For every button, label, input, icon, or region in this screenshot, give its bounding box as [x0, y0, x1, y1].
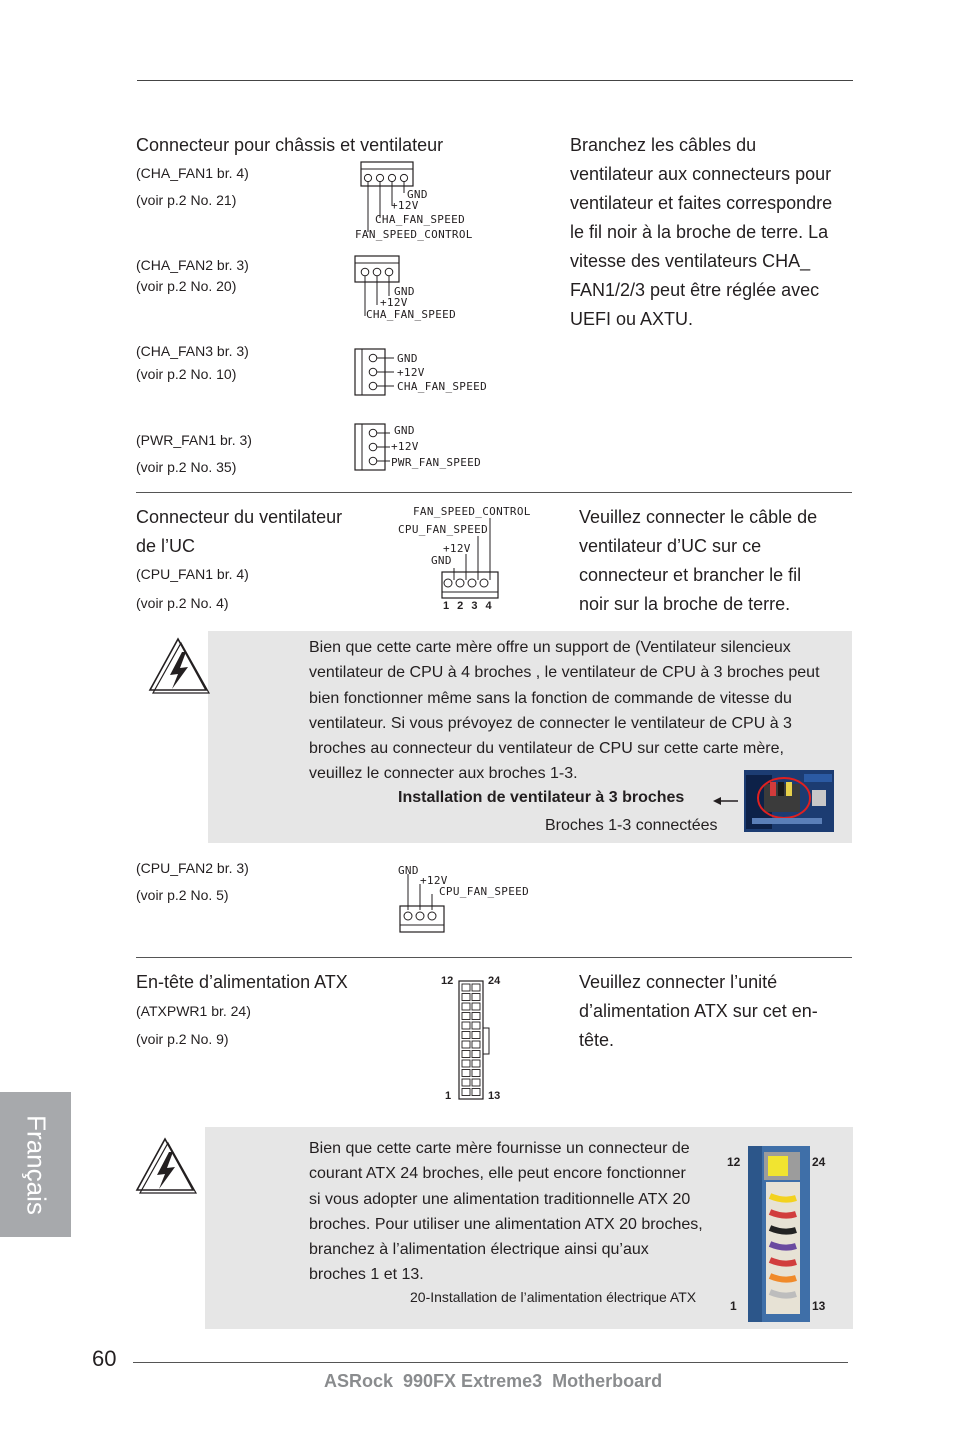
atx-pin — [462, 1003, 470, 1010]
note1-install-caption: Broches 1-3 connectées — [545, 817, 718, 834]
atx-pin — [472, 1032, 480, 1039]
language-side-tab — [0, 1092, 71, 1237]
page-number: 60 — [92, 1346, 117, 1371]
atx-pin — [472, 994, 480, 1001]
cha-fan1-pin-12v: +12V — [391, 199, 419, 212]
atx-pin — [472, 1070, 480, 1077]
cha-fan1-pin-gnd: GND — [407, 188, 428, 201]
cpu-description: Veuillez connecter le câble de ventilateur d’UC sur ce connecteur et brancher le fil noir sur la broche de terre. — [579, 507, 818, 614]
atx-pin — [462, 1079, 470, 1086]
cha-fan2-pin-gnd: GND — [394, 285, 415, 298]
cha-fan2-ref: (voir p.2 No. 20) — [136, 278, 237, 294]
divider-2 — [136, 957, 852, 958]
cha-fan3-pin-12v: +12V — [397, 366, 425, 379]
atx-pin — [462, 1089, 470, 1096]
note2-pin-label-24: 24 — [812, 1155, 826, 1169]
atx-pin — [472, 1060, 480, 1067]
top-rule — [137, 80, 853, 81]
cpu-fan2-pin-12v: +12V — [420, 874, 448, 887]
atx-description: Veuillez connecter l’unité d’alimentation ATX sur cet en- tête. — [579, 972, 818, 1050]
cha-fan1-ref: (voir p.2 No. 21) — [136, 192, 237, 208]
pwr-fan1-pin-speed: PWR_FAN_SPEED — [391, 456, 481, 469]
cha-fan2-pin-speed: CHA_FAN_SPEED — [366, 308, 456, 321]
atx-pin — [472, 1089, 480, 1096]
atx-pin — [472, 1013, 480, 1020]
atx-pin-label-13: 13 — [488, 1090, 501, 1102]
cpu-fan2-pin-speed: CPU_FAN_SPEED — [439, 885, 529, 898]
arrow-left-icon — [712, 795, 740, 807]
cha-fan3-pin-speed: CHA_FAN_SPEED — [397, 380, 487, 393]
pwr-fan1-id: (PWR_FAN1 br. 3) — [136, 432, 252, 448]
footer-rule — [133, 1362, 848, 1363]
pwr-fan1-pin-12v: +12V — [391, 440, 419, 453]
pwr-fan1-pin-gnd: GND — [394, 424, 415, 437]
atx-pin — [462, 1041, 470, 1048]
atx-pin — [462, 1013, 470, 1020]
atx-pin — [462, 1022, 470, 1029]
cha-fan2-id: (CHA_FAN2 br. 3) — [136, 257, 249, 273]
footer-product: ASRock 990FX Extreme3 Motherboard — [324, 1371, 663, 1391]
cha-fan1-pin-control: FAN_SPEED_CONTROL — [355, 228, 473, 241]
cpu-fan1-pin-numbers: 1 2 3 4 — [443, 600, 495, 612]
note1-install-title: Installation de ventilateur à 3 broches — [398, 789, 685, 806]
note2-caption: 20-Installation de l’alimentation électrique ATX — [410, 1289, 697, 1305]
atx-pin — [472, 1051, 480, 1058]
cpu-fan2-id: (CPU_FAN2 br. 3) — [136, 860, 249, 876]
atx-pin — [472, 1079, 480, 1086]
atx-pin-label-12: 12 — [441, 975, 454, 987]
cha-fan3-ref: (voir p.2 No. 10) — [136, 366, 237, 382]
cpu-fan1-pin-control: FAN_SPEED_CONTROL — [413, 505, 531, 518]
cha-fan3-id: (CHA_FAN3 br. 3) — [136, 343, 249, 359]
fan-install-photo — [744, 770, 834, 832]
atx-title: En-tête d’alimentation ATX — [136, 972, 348, 992]
chassis-title: Connecteur pour châssis et ventilateur — [136, 135, 444, 155]
atx-pin — [462, 984, 470, 991]
note2-text: Bien que cette carte mère fournisse un connecteur de courant ATX 24 broches, elle peut encore fonctionner si vous adopter une alimentation traditionnelle ATX 20 broches. Pour utiliser une alimentation ATX 20 broches, branchez à l’alimentation électrique ainsi qu’aux broches 1 et 13. — [309, 1140, 703, 1284]
note2-pin-label-1: 1 — [730, 1299, 737, 1313]
atx-pin — [462, 994, 470, 1001]
note2-pin-label-13: 13 — [812, 1299, 826, 1313]
atx-pin — [462, 1051, 470, 1058]
atx-ref: (voir p.2 No. 9) — [136, 1031, 229, 1047]
atx-pin — [472, 984, 480, 991]
atx-pin — [472, 1003, 480, 1010]
cha-fan3-pin-gnd: GND — [397, 352, 418, 365]
warning-icon — [135, 1136, 197, 1194]
cha-fan2-pin-12v: +12V — [380, 296, 408, 309]
atx-pin — [462, 1032, 470, 1039]
atx-pin — [472, 1022, 480, 1029]
chassis-description: Branchez les câbles du ventilateur aux connecteurs pour ventilateur et faites correspondre le fil noir à la broche de terre. La vitesse des ventilateurs CHA_ FAN1/2/3 peut être réglée avec UEFI ou AXTU. — [570, 135, 833, 329]
cpu-fan2-ref: (voir p.2 No. 5) — [136, 887, 229, 903]
cpu-fan1-ref: (voir p.2 No. 4) — [136, 595, 229, 611]
cpu-fan1-pin-gnd: GND — [431, 554, 452, 567]
atx-pin — [462, 1060, 470, 1067]
cpu-fan1-pin-speed: CPU_FAN_SPEED — [398, 523, 488, 536]
language-label: Français — [21, 1114, 51, 1215]
divider-1 — [136, 492, 852, 493]
cha-fan1-id: (CHA_FAN1 br. 4) — [136, 165, 249, 181]
cpu-title: Connecteur du ventilateur de l’UC — [136, 507, 343, 556]
atx-pin — [472, 1041, 480, 1048]
note2-pin-label-12: 12 — [727, 1155, 741, 1169]
atx-install-photo — [748, 1146, 810, 1322]
cha-fan1-pin-speed: CHA_FAN_SPEED — [375, 213, 465, 226]
atx-pin-label-24: 24 — [488, 975, 501, 987]
cpu-fan1-pin-12v: +12V — [443, 542, 471, 555]
cpu-fan2-pin-gnd: GND — [398, 864, 419, 877]
atx-connector-diagram — [458, 980, 492, 1102]
atx-pin — [462, 1070, 470, 1077]
cpu-fan1-id: (CPU_FAN1 br. 4) — [136, 566, 249, 582]
atx-pin-label-1: 1 — [445, 1090, 452, 1102]
atx-id: (ATXPWR1 br. 24) — [136, 1003, 251, 1019]
note1-text: Bien que cette carte mère offre un support de (Ventilateur silencieux ventilateur de CPU à 4 broches , le ventilateur de CPU à 3 broches peut bien fonctionner même sans la fonction de commande de vitesse du ventilateur. Si vous prévoyez de connecter le ventilateur de CPU à 3 broches au connecteur du ventilateur de CPU sur cette carte mère, veuillez le connecter aux broches 1-3. — [309, 639, 820, 783]
warning-icon — [148, 636, 210, 694]
pwr-fan1-ref: (voir p.2 No. 35) — [136, 459, 237, 475]
